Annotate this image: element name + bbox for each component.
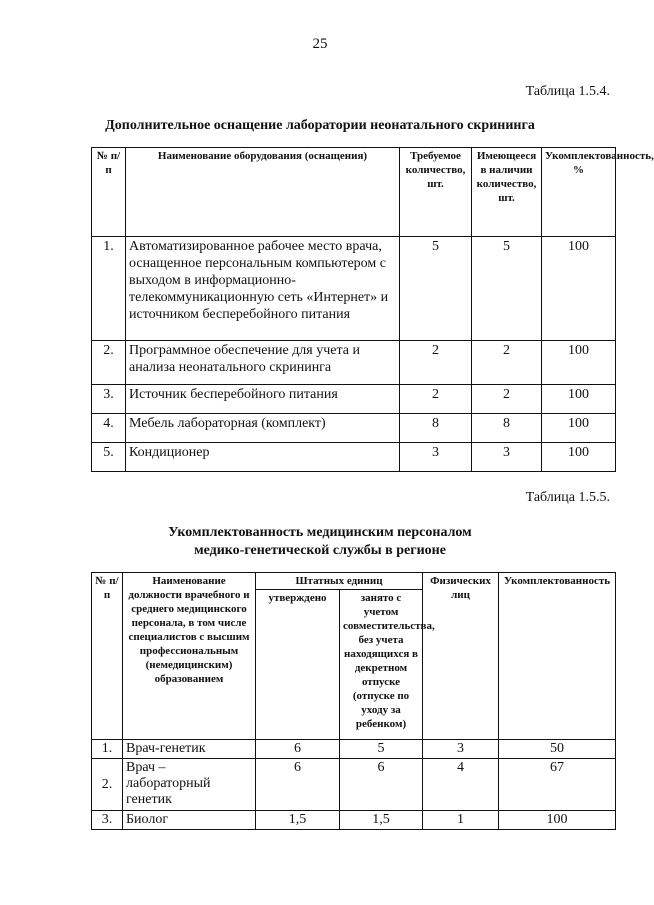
- staffing-table: [91, 572, 616, 830]
- table-row: [92, 811, 616, 830]
- table-row: [92, 759, 616, 811]
- row-percent: 67: [499, 759, 616, 811]
- header-number: № п/п: [92, 573, 123, 740]
- row-equipment-name: Программное обеспечение для учета и анализа неонатального скрининга: [126, 341, 400, 385]
- row-number: 2.: [92, 341, 126, 385]
- row-required: 3: [400, 443, 472, 472]
- row-occupied: 5: [340, 740, 423, 759]
- row-occupied: 6: [340, 759, 423, 811]
- row-available: 2: [472, 341, 542, 385]
- row-equipment-name: Источник бесперебойного питания: [126, 385, 400, 414]
- row-required: 5: [400, 237, 472, 341]
- table-title-1: Дополнительное оснащение лаборатории неонатального скрининга: [105, 118, 535, 133]
- table-caption-2: Таблица 1.5.5.: [525, 490, 610, 505]
- table-title-2-line1: Укомплектованность медицинским персоналом: [168, 525, 472, 540]
- table-caption-1: Таблица 1.5.4.: [525, 84, 610, 99]
- header-percent: Укомплектованность, %: [542, 148, 616, 237]
- page-number: 25: [312, 36, 328, 52]
- row-physical: 1: [423, 811, 499, 830]
- header-physical-persons: Физических лиц: [423, 573, 499, 740]
- row-approved: 6: [256, 759, 340, 811]
- row-approved: 6: [256, 740, 340, 759]
- row-percent: 100: [542, 443, 616, 472]
- row-available: 2: [472, 385, 542, 414]
- row-number: 2.: [92, 759, 123, 811]
- row-percent: 50: [499, 740, 616, 759]
- row-percent: 100: [542, 237, 616, 341]
- row-physical: 3: [423, 740, 499, 759]
- row-number: 1.: [92, 237, 126, 341]
- row-physical: 4: [423, 759, 499, 811]
- header-staff-units: Штатных единиц: [256, 573, 423, 590]
- row-equipment-name: Автоматизированное рабочее место врача, оснащенное персональным компьютером с выходом в информационно-телекоммуникационную сеть «Интернет» и источником бесперебойного питания: [126, 237, 400, 341]
- table-row: [92, 740, 616, 759]
- row-percent: 100: [542, 341, 616, 385]
- table-row: [92, 443, 616, 472]
- header-position-name: Наименование должности врачебного и среднего медицинского персонала, в том числе специалистов с высшим профессиональным (немедицинским) образованием: [123, 573, 256, 740]
- row-available: 3: [472, 443, 542, 472]
- header-staffing-percent: Укомплектованность: [499, 573, 616, 740]
- row-number: 5.: [92, 443, 126, 472]
- table-row: [92, 341, 616, 385]
- table-header-row: [92, 573, 616, 590]
- row-position-name: Биолог: [123, 811, 256, 830]
- row-number: 4.: [92, 414, 126, 443]
- table-header-row: [92, 148, 616, 237]
- header-equipment-name: Наименование оборудования (оснащения): [126, 148, 400, 237]
- row-equipment-name: Мебель лабораторная (комплект): [126, 414, 400, 443]
- row-occupied: 1,5: [340, 811, 423, 830]
- header-required: Требуемое количество, шт.: [400, 148, 472, 237]
- row-available: 8: [472, 414, 542, 443]
- header-occupied: занято с учетом совместительства, без учета находящихся в декретном отпуске (отпуске по уходу за ребенком): [340, 590, 423, 740]
- table-row: [92, 237, 616, 341]
- table-title-2-line2: медико-генетической службы в регионе: [194, 543, 446, 558]
- row-required: 2: [400, 341, 472, 385]
- row-equipment-name: Кондиционер: [126, 443, 400, 472]
- row-position-name: Врач-генетик: [123, 740, 256, 759]
- table-row: [92, 385, 616, 414]
- equipment-table: [91, 147, 654, 472]
- row-number: 3.: [92, 811, 123, 830]
- table-title-2: [0, 524, 640, 560]
- row-percent: 100: [499, 811, 616, 830]
- row-available: 5: [472, 237, 542, 341]
- table-row: [92, 414, 616, 443]
- header-number: № п/п: [92, 148, 126, 237]
- header-available: Имеющееся в наличии количество, шт.: [472, 148, 542, 237]
- row-required: 2: [400, 385, 472, 414]
- row-position-name: Врач – лабораторный генетик: [123, 759, 256, 811]
- row-approved: 1,5: [256, 811, 340, 830]
- header-approved: утверждено: [256, 590, 340, 740]
- row-number: 1.: [92, 740, 123, 759]
- row-percent: 100: [542, 414, 616, 443]
- row-number: 3.: [92, 385, 126, 414]
- row-required: 8: [400, 414, 472, 443]
- row-percent: 100: [542, 385, 616, 414]
